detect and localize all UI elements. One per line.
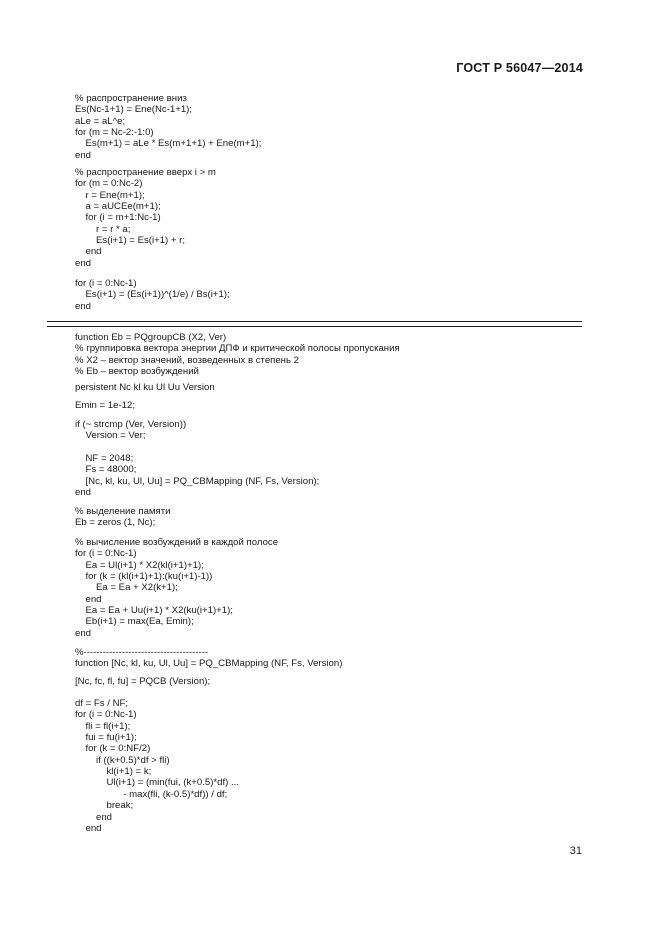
- page-number: 31: [569, 845, 582, 857]
- code-line: persistent Nc kl ku Ul Uu Version: [75, 382, 215, 393]
- code-line: end: [75, 257, 92, 269]
- code-line: for (m = 0:Nc-2): [75, 178, 143, 190]
- code-line: fli = fl(i+1);: [85, 720, 131, 732]
- code-line: Fs = 48000;: [85, 464, 137, 476]
- code-line: break;: [106, 800, 134, 812]
- code-line: % распространение вниз: [75, 93, 187, 104]
- code-line: - max(fli, (k-0.5)*df)) / df;: [123, 788, 228, 800]
- code-line: % распространение вверх i > m: [75, 167, 216, 178]
- code-line: % вычисление возбуждений в каждой полосе: [75, 537, 279, 548]
- code-line: Ea = Ea + X2(k+1);: [96, 582, 178, 594]
- code-line: end: [75, 487, 92, 499]
- code-line: % X2 – вектор значений, возведенных в степень 2: [75, 354, 299, 366]
- code-line: end: [75, 627, 92, 639]
- code-line: Es(i+1) = (Es(i+1))^(1/e) / Bs(i+1);: [85, 289, 230, 301]
- code-line: for (i = 0:Nc-1): [75, 278, 137, 289]
- code-line: r = r * a;: [96, 223, 131, 235]
- code-line: Es(m+1) = aLe * Es(m+1+1) + Ene(m+1);: [85, 138, 262, 150]
- code-line: Es(i+1) = Es(i+1) + r;: [96, 235, 186, 247]
- code-line: function Eb = PQgroupCB (X2, Ver): [75, 332, 227, 343]
- code-line: for (i = 0:Nc-1): [75, 709, 137, 721]
- code-line: % группировка вектора энергии ДПФ и критической полосы пропускания: [75, 343, 400, 355]
- code-line: Eb = zeros (1, Nc);: [75, 517, 156, 529]
- code-line: for (k = (kl(i+1)+1):(ku(i+1)-1)): [85, 571, 213, 583]
- code-line: if ((k+0.5)*df > fli): [96, 754, 170, 766]
- code-line: [Nc, fc, fl, fu] = PQCB (Version);: [75, 676, 211, 687]
- code-line: %---------------------------------------: [75, 647, 209, 658]
- code-line: kl(i+1) = k;: [106, 766, 152, 778]
- code-line: end: [75, 149, 92, 161]
- code-line: end: [75, 300, 92, 312]
- code-line: df = Fs / NF;: [75, 698, 129, 709]
- code-line: Eb(i+1) = max(Ea, Emin);: [85, 616, 194, 628]
- code-line: end: [85, 593, 102, 605]
- code-line: Ea = Ul(i+1) * X2(kl(i+1)+1);: [85, 559, 204, 571]
- document-standard-header: ГОСТ Р 56047—2014: [456, 61, 583, 75]
- code-line: for (k = 0:NF/2): [85, 743, 151, 755]
- code-line: r = Ene(m+1);: [85, 189, 145, 201]
- section-divider: [47, 321, 582, 327]
- code-line: Es(Nc-1+1) = Ene(Nc-1+1);: [75, 104, 193, 116]
- code-line: for (i = 0:Nc-1): [75, 548, 137, 560]
- code-line: % Eb – вектор возбуждений: [75, 366, 199, 378]
- code-line: [Nc, kl, ku, Ul, Uu] = PQ_CBMapping (NF, Fs, Version);: [85, 475, 320, 487]
- code-line: end: [85, 822, 102, 834]
- code-line: Ea = Ea + Uu(i+1) * X2(ku(i+1)+1);: [85, 605, 233, 617]
- code-line: Ul(i+1) = (min(fui, (k+0.5)*df) ...: [106, 777, 239, 789]
- code-line: aLe = aL^e;: [75, 115, 126, 127]
- code-line: for (m = Nc-2:-1:0): [75, 127, 154, 139]
- code-line: Version = Ver;: [85, 430, 146, 442]
- code-line: function [Nc, kl, ku, Ul, Uu] = PQ_CBMapping (NF, Fs, Version): [75, 658, 343, 670]
- code-line: end: [85, 246, 102, 258]
- code-line: if (~ strcmp (Ver, Version)): [75, 419, 187, 430]
- code-line: % выделение памяти: [75, 506, 171, 517]
- code-line: Emin = 1e-12;: [75, 400, 135, 411]
- code-line: fui = fu(i+1);: [85, 732, 137, 744]
- code-line: for (i = m+1:Nc-1): [85, 212, 161, 224]
- code-line: NF = 2048;: [85, 453, 134, 465]
- code-line: a = aUCEe(m+1);: [85, 201, 161, 213]
- code-line: end: [96, 811, 113, 823]
